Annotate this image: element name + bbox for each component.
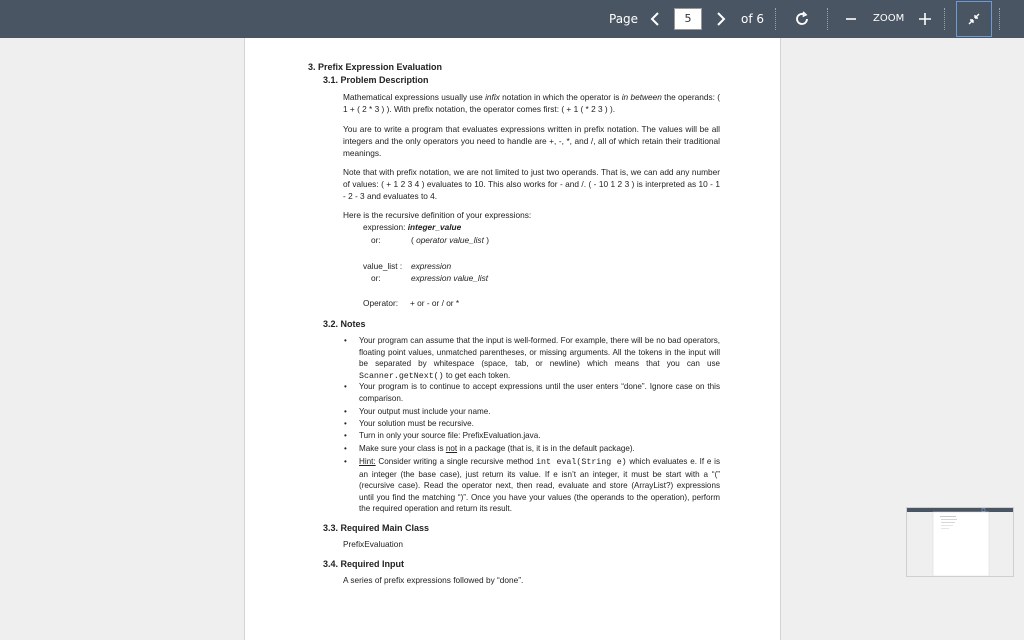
- grammar-value-list-value: expression: [411, 261, 452, 271]
- bullet-icon: •: [344, 457, 347, 466]
- page-thumbnail-navigator[interactable]: [906, 507, 1014, 577]
- grammar-operator-list: ( operator value_list ): [411, 235, 489, 245]
- section-3-1-heading: 3.1. Problem Description: [323, 75, 429, 85]
- paragraph-infix: Mathematical expressions usually use infix notation in which the operator is in between the operands: ( 1 + ( 2 * 3 ) ). With prefix notation, the operator comes first: ( + 1 ( * 2 3 ) ).: [343, 92, 720, 114]
- previous-page-button[interactable]: [644, 8, 666, 30]
- bullet-icon: •: [344, 444, 347, 453]
- grammar-expression-value-list: expression value_list: [411, 273, 489, 283]
- grammar-operator-value: + or - or / or *: [410, 298, 460, 308]
- bullet-icon: •: [344, 407, 347, 416]
- note-package: Make sure your class is not in a package (that is, it is in the default package).: [359, 444, 635, 453]
- note-source-file: Turn in only your source file: PrefixEvaluation.java.: [359, 431, 541, 440]
- bullet-icon: •: [344, 382, 347, 391]
- toolbar-divider: [999, 8, 1001, 30]
- grammar-operator-label: Operator:: [363, 298, 399, 308]
- note-hint: Hint: Consider writing a single recursive method int eval(String e) which evaluates e. If e is an integer (the base case), just return its value. If e isn’t an integer, it must be start with a “(” (recursive case). Read the operator next, then read, evaluate and store (ArrayList?) expressions until you find the matching “)”. Once you have your values (the operands to the operation), perform the required operation and return its result.: [359, 457, 720, 514]
- toolbar-divider: [827, 8, 829, 30]
- section-3-3-heading: 3.3. Required Main Class: [323, 523, 430, 533]
- main-class-name: PrefixEvaluation: [343, 539, 403, 549]
- rotate-button[interactable]: [791, 8, 813, 30]
- section-3-2-heading: 3.2. Notes: [323, 319, 366, 329]
- paragraph-task: You are to write a program that evaluates expressions written in prefix notation. The values will be all integers and the only operators you need to handle are +, -, *, and /, all of which retain their traditional meanings.: [343, 124, 720, 158]
- toolbar-divider: [775, 8, 777, 30]
- toolbar-divider: [944, 8, 946, 30]
- zoom-in-button[interactable]: [914, 8, 936, 30]
- zoom-label: ZOOM: [873, 13, 905, 24]
- thumbnail-preview: [907, 508, 1013, 576]
- grammar-or-label: or:: [371, 273, 381, 283]
- page-number-input[interactable]: 5: [674, 8, 702, 30]
- chevron-right-icon: [716, 12, 726, 26]
- bullet-icon: •: [344, 419, 347, 428]
- zoom-in-icon: [918, 12, 932, 26]
- document-page: [244, 38, 781, 640]
- section-3-4-heading: 3.4. Required Input: [323, 559, 405, 569]
- note-recursive: Your solution must be recursive.: [359, 419, 474, 428]
- fit-screen-button[interactable]: [956, 1, 992, 37]
- bullet-icon: •: [344, 431, 347, 440]
- note-well-formed: Your program can assume that the input is well-formed. For example, there will be no bad operators, floating point values, unmatched parentheses, or missing arguments. All the tokens in the input will be separated by whitespace (space, tab, or newline) which means that you can use Scanner.getNext() to get each token.: [359, 336, 720, 381]
- page-count: of 6: [741, 12, 765, 26]
- paragraph-operands: Note that with prefix notation, we are not limited to just two operands. That is, we can add any number of values: ( + 1 2 3 4 ) evaluates to 10. This also works for - and /. ( - 10 1 2 3 ) is interpreted as 10 - 1 - 2 - 3 and evaluates to 4.: [343, 167, 720, 201]
- paragraph-definition: Here is the recursive definition of your expressions:: [343, 210, 532, 220]
- zoom-out-icon: [845, 13, 857, 25]
- note-name: Your output must include your name.: [359, 407, 491, 416]
- note-done: Your program is to continue to accept expressions until the user enters “done”. Ignore case on this comparison.: [359, 382, 720, 403]
- grammar-value-list-label: value_list :: [363, 261, 403, 271]
- grammar-or-label: or:: [371, 235, 381, 245]
- chevron-left-icon: [650, 12, 660, 26]
- next-page-button[interactable]: [710, 8, 732, 30]
- bullet-icon: •: [344, 336, 347, 345]
- viewer-toolbar: [0, 0, 1024, 38]
- page-label: Page: [609, 12, 639, 26]
- rotate-icon: [794, 11, 810, 27]
- section-3-heading: 3. Prefix Expression Evaluation: [308, 62, 443, 72]
- zoom-out-button[interactable]: [840, 8, 862, 30]
- required-input-text: A series of prefix expressions followed by “done”.: [343, 575, 524, 585]
- grammar-expression: expression: integer_value: [363, 222, 462, 232]
- fit-screen-icon: [967, 12, 981, 26]
